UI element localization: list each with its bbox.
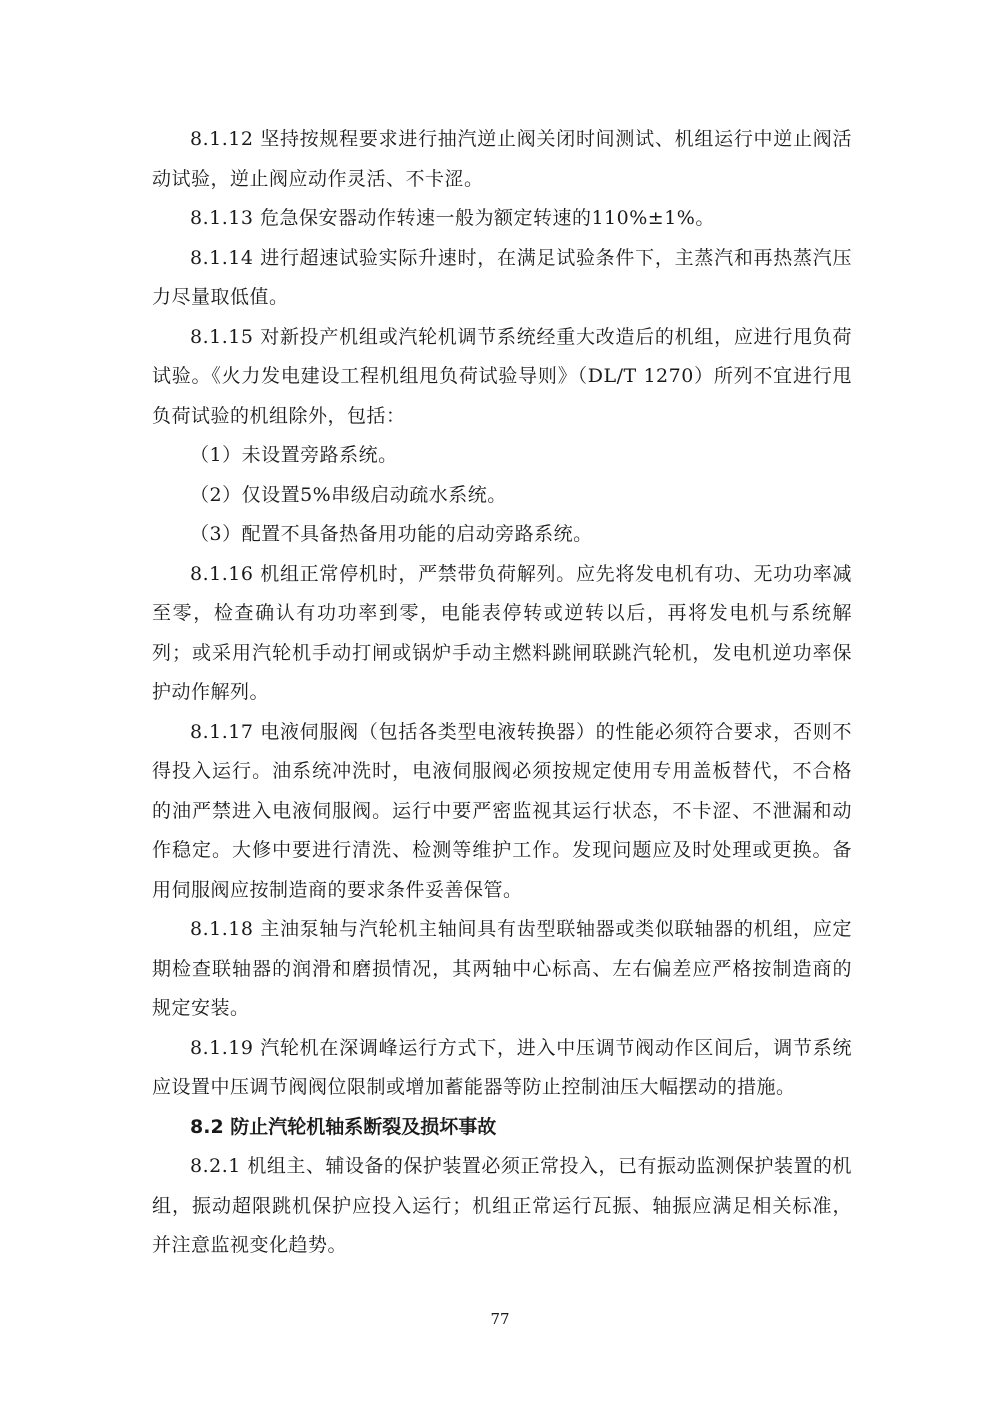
list-item-3: （3）配置不具备热备用功能的启动旁路系统。: [190, 523, 593, 545]
paragraph-8-1-17: 8.1.17 电液伺服阀（包括各类型电液转换器）的性能必须符合要求，否则不得投入运行。油系统冲洗时，电液伺服阀必须按规定使用专用盖板替代，不合格的油严禁进入电液伺服阀。运行中要严密监视其运行状态，不卡涩、不泄漏和动作稳定。大修中要进行清洗、检测等维护工作。发现问题应及时处理或更换。备用伺服阀应按制造商的要求条件妥善保管。: [152, 720, 852, 901]
paragraph-8-2-1: 8.2.1 机组主、辅设备的保护装置必须正常投入，已有振动监测保护装置的机组，振动超限跳机保护应投入运行；机组正常运行瓦振、轴振应满足相关标准，并注意监视变化趋势。: [152, 1155, 852, 1256]
paragraph-8-1-18: 8.1.18 主油泵轴与汽轮机主轴间具有齿型联轴器或类似联轴器的机组，应定期检查联轴器的润滑和磨损情况，其两轴中心标高、左右偏差应严格按制造商的规定安装。: [152, 918, 852, 1019]
list-item-1: （1）未设置旁路系统。: [190, 444, 398, 466]
paragraph-8-1-16: 8.1.16 机组正常停机时，严禁带负荷解列。应先将发电机有功、无功功率减至零，检查确认有功功率到零，电能表停转或逆转以后，再将发电机与系统解列；或采用汽轮机手动打闸或锅炉手动主燃料跳闸联跳汽轮机，发电机逆功率保护动作解列。: [152, 562, 852, 703]
paragraph-8-1-15: 8.1.15 对新投产机组或汽轮机调节系统经重大改造后的机组，应进行甩负荷试验。《火力发电建设工程机组甩负荷试验导则》（DL/T 1270）所列不宜进行甩负荷试验的机组除外，包括：: [152, 325, 852, 427]
page-number: 77: [490, 1310, 510, 1328]
paragraph-8-1-14: 8.1.14 进行超速试验实际升速时，在满足试验条件下，主蒸汽和再热蒸汽压力尽量取低值。: [152, 246, 852, 308]
list-item-2: （2）仅设置5%串级启动疏水系统。: [190, 483, 507, 506]
page-content: [152, 120, 852, 1266]
paragraph-8-1-12: 8.1.12 坚持按规程要求进行抽汽逆止阀关闭时间测试、机组运行中逆止阀活动试验，逆止阀应动作灵活、不卡涩。: [152, 128, 852, 190]
paragraph-8-1-19: 8.1.19 汽轮机在深调峰运行方式下，进入中压调节阀动作区间后，调节系统应设置中压调节阀阀位限制或增加蓄能器等防止控制油压大幅摆动的措施。: [152, 1036, 852, 1098]
section-heading-8-2: 8.2 防止汽轮机轴系断裂及损坏事故: [190, 1115, 497, 1138]
paragraph-8-1-13: 8.1.13 危急保安器动作转速一般为额定转速的110%±1%。: [190, 207, 715, 229]
